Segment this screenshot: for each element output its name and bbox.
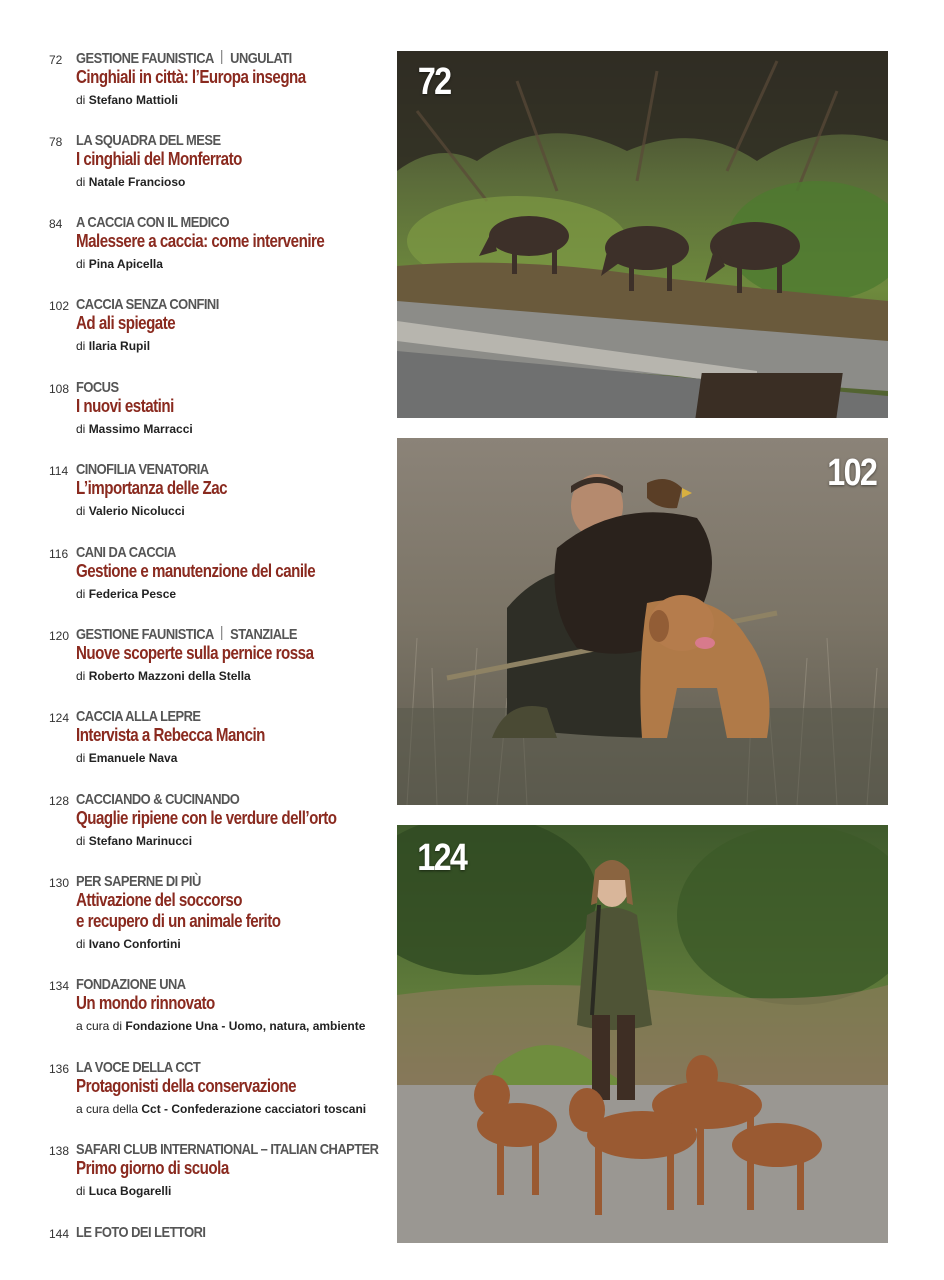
article-title[interactable]: Ad ali spiegate: [76, 313, 176, 333]
page-badge: 102: [827, 452, 877, 494]
section-rubric: LA SQUADRA DEL MESE: [76, 132, 221, 149]
article-title[interactable]: Protagonisti della conservazione: [76, 1076, 296, 1096]
photo-hunter-hounds: [397, 825, 888, 1243]
author-byline: di Stefano Mattioli: [76, 93, 179, 107]
article-title[interactable]: Attivazione del soccorso: [76, 890, 243, 910]
author-byline: di Luca Bogarelli: [76, 1184, 172, 1198]
page-number: 114: [49, 464, 69, 478]
article-title[interactable]: Malessere a caccia: come intervenire: [76, 231, 325, 251]
article-title[interactable]: Gestione e manutenzione del canile: [76, 561, 316, 581]
section-rubric: PER SAPERNE DI PIÙ: [76, 873, 201, 890]
photo-falconer-art: [397, 438, 888, 805]
photo-hunter-hounds-art: [397, 825, 888, 1243]
article-title[interactable]: I nuovi estatini: [76, 396, 174, 416]
author-byline: a cura della Cct - Confederazione cacciatori toscani: [76, 1102, 367, 1116]
section-rubric: GESTIONE FAUNISTICA UNGULATI: [76, 50, 292, 67]
section-rubric: A CACCIA CON IL MEDICO: [76, 214, 230, 231]
page-number: 72: [49, 53, 63, 67]
page-number: 134: [49, 979, 70, 993]
page-number: 108: [49, 382, 70, 396]
author-byline: di Roberto Mazzoni della Stella: [76, 669, 251, 683]
section-rubric: CINOFILIA VENATORIA: [76, 461, 209, 478]
section-rubric: GESTIONE FAUNISTICA STANZIALE: [76, 626, 297, 643]
article-title[interactable]: Cinghiali in città: l’Europa insegna: [76, 67, 306, 87]
section-rubric: FONDAZIONE UNA: [76, 976, 186, 993]
page-number: 136: [49, 1062, 70, 1076]
rubric-separator: [222, 626, 223, 640]
author-byline: di Natale Francioso: [76, 175, 186, 189]
article-title[interactable]: Nuove scoperte sulla pernice rossa: [76, 643, 314, 663]
page-number: 116: [49, 547, 69, 561]
section-rubric: SAFARI CLUB INTERNATIONAL – ITALIAN CHAPTER: [76, 1141, 379, 1158]
author-byline: di Massimo Marracci: [76, 422, 193, 436]
page-badge: 124: [417, 837, 467, 879]
page-number: 130: [49, 876, 70, 890]
article-title[interactable]: Primo giorno di scuola: [76, 1158, 229, 1178]
author-byline: di Valerio Nicolucci: [76, 504, 185, 518]
article-title[interactable]: I cinghiali del Monferrato: [76, 149, 242, 169]
page-number: 124: [49, 711, 70, 725]
page-number: 84: [49, 217, 63, 231]
page-number: 102: [49, 299, 70, 313]
author-byline: di Stefano Marinucci: [76, 834, 193, 848]
photo-wild-boars-art: [397, 51, 888, 418]
section-rubric: CACCIA SENZA CONFINI: [76, 296, 219, 313]
section-rubric: CACCIA ALLA LEPRE: [76, 708, 201, 725]
page-number: 78: [49, 135, 63, 149]
page-number: 138: [49, 1144, 70, 1158]
page-number: 144: [49, 1227, 70, 1241]
photo-wild-boars: [397, 51, 888, 418]
section-rubric: LA VOCE DELLA CCT: [76, 1059, 201, 1076]
author-byline: a cura di Fondazione Una - Uomo, natura, ambiente: [76, 1019, 366, 1033]
article-title[interactable]: Quaglie ripiene con le verdure dell’orto: [76, 808, 337, 828]
page-number: 120: [49, 629, 70, 643]
article-title-line-2[interactable]: e recupero di un animale ferito: [76, 911, 281, 931]
section-rubric: FOCUS: [76, 379, 119, 396]
author-byline: di Federica Pesce: [76, 587, 177, 601]
page-badge: 72: [417, 61, 451, 103]
author-byline: di Pina Apicella: [76, 257, 163, 271]
section-rubric: CACCIANDO & CUCINANDO: [76, 791, 240, 808]
author-byline: di Ilaria Rupil: [76, 339, 151, 353]
author-byline: di Emanuele Nava: [76, 751, 178, 765]
section-rubric: CANI DA CACCIA: [76, 544, 176, 561]
photo-falconer: [397, 438, 888, 805]
table-of-contents: [0, 0, 390, 1280]
article-title[interactable]: L’importanza delle Zac: [76, 478, 228, 498]
section-rubric[interactable]: LE FOTO DEI LETTORI: [76, 1224, 206, 1241]
author-byline: di Ivano Confortini: [76, 937, 181, 951]
article-title[interactable]: Un mondo rinnovato: [76, 993, 215, 1013]
page-number: 128: [49, 794, 70, 808]
rubric-separator: [222, 50, 223, 64]
article-title[interactable]: Intervista a Rebecca Mancin: [76, 725, 265, 745]
